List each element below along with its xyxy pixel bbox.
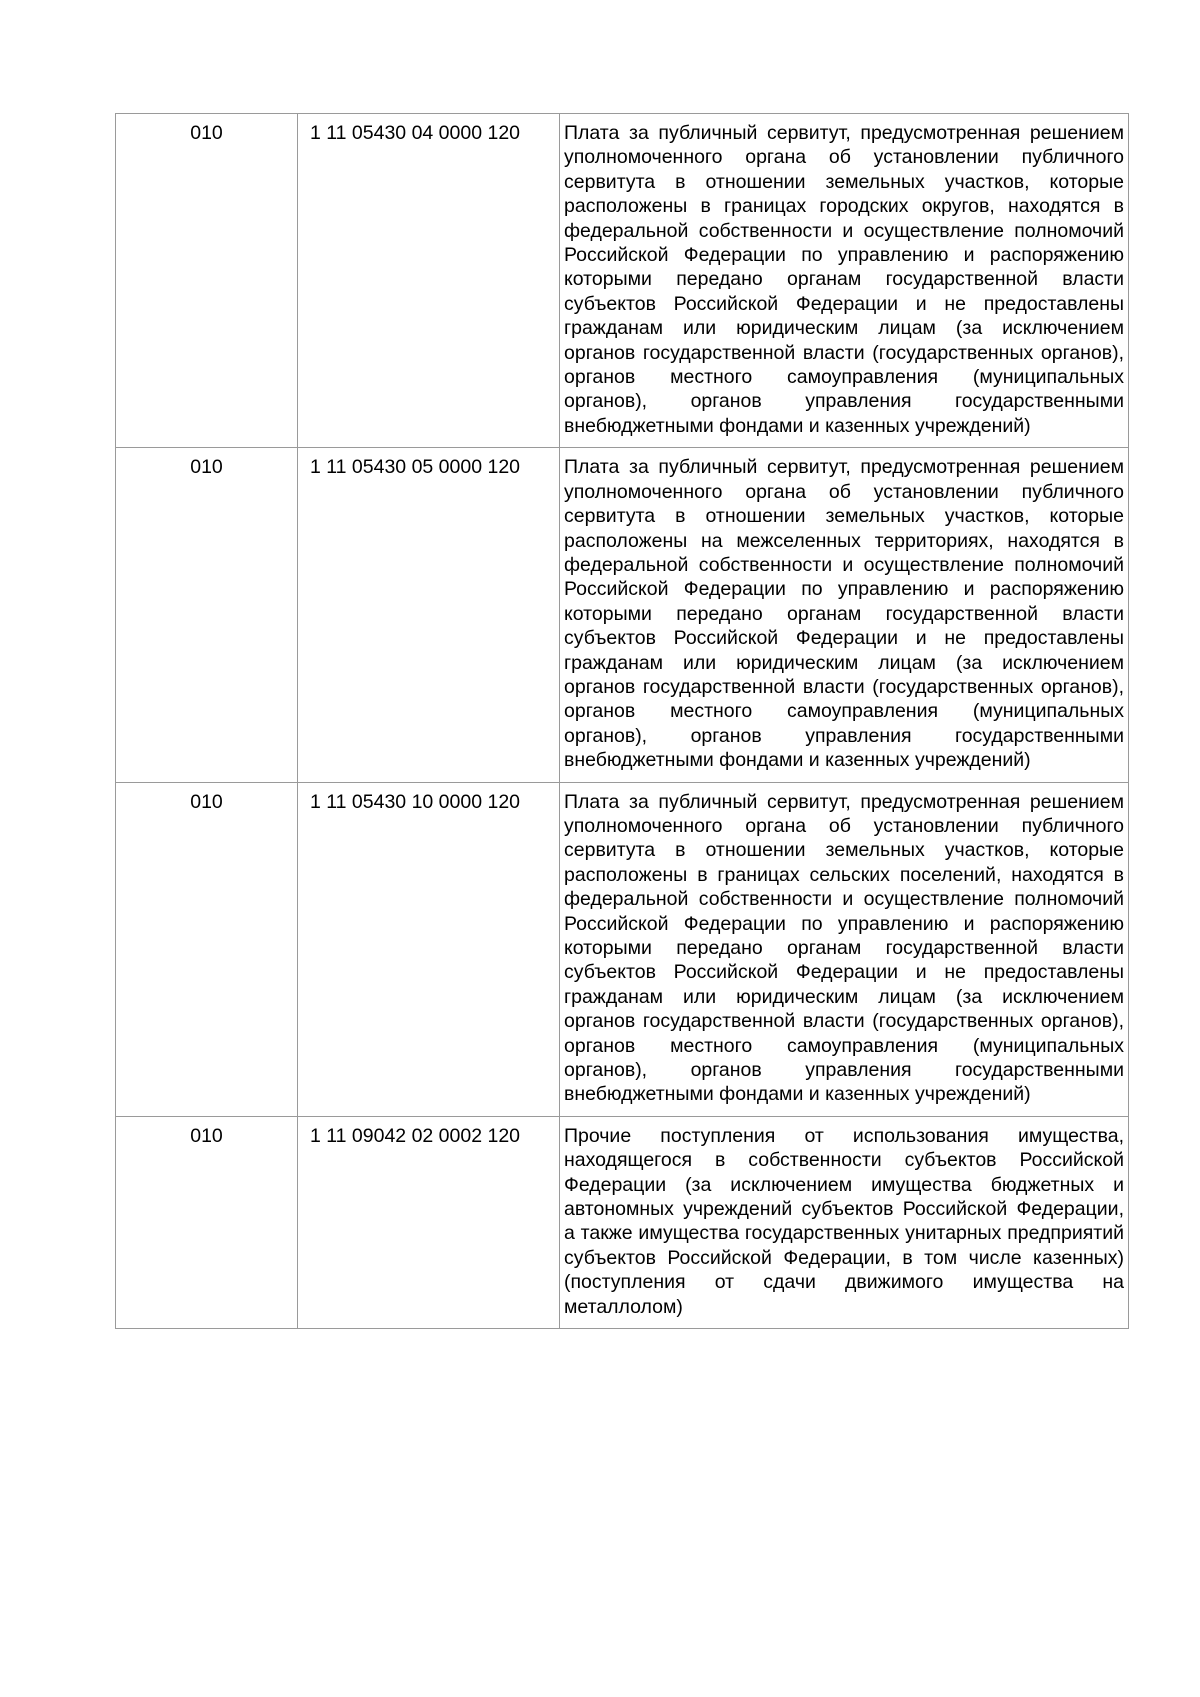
kbk-code-cell: 1 11 09042 02 0002 120 [298, 1116, 560, 1328]
description-cell: Плата за публичный сервитут, предусмотренная решением уполномоченного органа об установлении публичного сервитута в отношении земельных участков, которые расположены в границах сельских поселений, находятся в федеральной собственности и осуществление полномочий Российской Федерации по управлению и распоряжению которыми передано органам государственной власти субъектов Российской Федерации и не предоставлены гражданам или юридическим лицам (за исключением органов государственной власти (государственных органов), органов местного самоуправления (муниципальных органов), органов управления государственными внебюджетными фондами и казенных учреждений) [560, 782, 1129, 1116]
admin-code-cell: 010 [116, 1116, 298, 1328]
admin-code-cell: 010 [116, 114, 298, 448]
description-cell: Прочие поступления от использования имущества, находящегося в собственности субъектов Российской Федерации (за исключением имущества бюджетных и автономных учреждений субъектов Российской Федерации, а также имущества государственных унитарных предприятий субъектов Российской Федерации, в том числе казенных) (поступления от сдачи движимого имущества на металлолом) [560, 1116, 1129, 1328]
revenue-codes-table [115, 113, 1129, 1329]
table-row [116, 114, 1129, 448]
kbk-code-cell: 1 11 05430 05 0000 120 [298, 448, 560, 782]
table-row [116, 782, 1129, 1116]
table-row [116, 448, 1129, 782]
description-cell: Плата за публичный сервитут, предусмотренная решением уполномоченного органа об установлении публичного сервитута в отношении земельных участков, которые расположены на межселенных территориях, находятся в федеральной собственности и осуществление полномочий Российской Федерации по управлению и распоряжению которыми передано органам государственной власти субъектов Российской Федерации и не предоставлены гражданам или юридическим лицам (за исключением органов государственной власти (государственных органов), органов местного самоуправления (муниципальных органов), органов управления государственными внебюджетными фондами и казенных учреждений) [560, 448, 1129, 782]
kbk-code-cell: 1 11 05430 04 0000 120 [298, 114, 560, 448]
admin-code-cell: 010 [116, 782, 298, 1116]
kbk-code-cell: 1 11 05430 10 0000 120 [298, 782, 560, 1116]
admin-code-cell: 010 [116, 448, 298, 782]
description-cell: Плата за публичный сервитут, предусмотренная решением уполномоченного органа об установлении публичного сервитута в отношении земельных участков, которые расположены в границах городских округов, находятся в федеральной собственности и осуществление полномочий Российской Федерации по управлению и распоряжению которыми передано органам государственной власти субъектов Российской Федерации и не предоставлены гражданам или юридическим лицам (за исключением органов государственной власти (государственных органов), органов местного самоуправления (муниципальных органов), органов управления государственными внебюджетными фондами и казенных учреждений) [560, 114, 1129, 448]
table-row [116, 1116, 1129, 1328]
